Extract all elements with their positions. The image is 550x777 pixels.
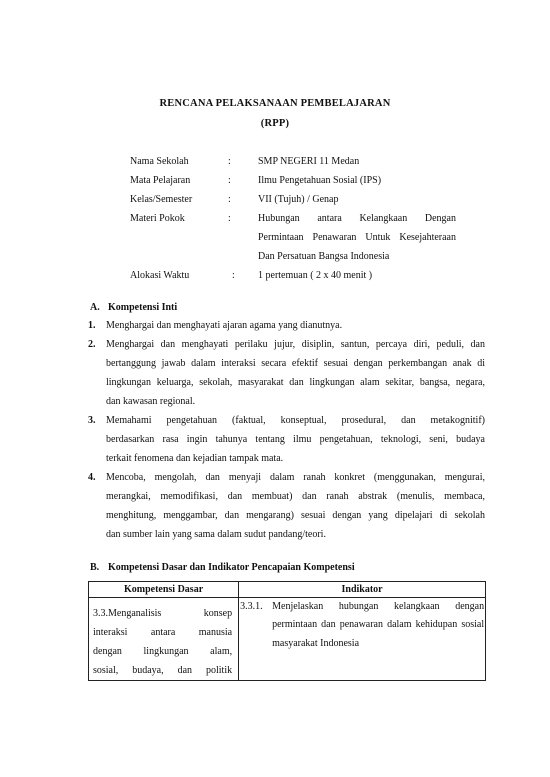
cell-line: sosial, budaya, dan politik <box>93 665 233 676</box>
list-text <box>106 335 485 411</box>
document-title: RENCANA PELAKSANAAN PEMBELAJARAN <box>159 98 391 109</box>
list-line: berdasarkan rasa ingin tahunya tentang ilmu pengetahuan, teknologi, seni, budaya <box>106 434 485 445</box>
info-value-line: Permintaan Penawaran Untuk Kesejahteraan <box>258 232 456 243</box>
indicator-item <box>239 598 485 653</box>
section-letter: B. <box>90 562 100 573</box>
document-subtitle: (RPP) <box>260 118 290 129</box>
indicator-text <box>272 598 484 653</box>
indicator-line: Menjelaskan hubungan kelangkaan dengan <box>272 601 485 612</box>
info-row-time <box>130 266 460 285</box>
info-label: Alokasi Waktu <box>130 270 190 281</box>
core-competence-list <box>88 316 485 544</box>
info-row-topic <box>130 209 460 266</box>
table-row <box>89 598 486 681</box>
indicator-cell <box>239 598 486 681</box>
section-a-heading <box>90 302 177 313</box>
list-number: 2. <box>88 339 96 350</box>
list-item <box>88 316 485 335</box>
info-value <box>258 152 456 171</box>
cell-line: interaksi antara manusia <box>93 627 233 638</box>
indicator-line: masyarakat Indonesia <box>272 638 360 649</box>
list-number: 1. <box>88 320 96 331</box>
list-text <box>106 316 485 335</box>
info-value <box>258 190 456 209</box>
table-header: Kompetensi Dasar <box>89 582 239 598</box>
list-line: lingkungan keluarga, sekolah, masyarakat dan lingkungan alam sekitar, bangsa, negara, <box>106 377 485 388</box>
list-line: Menghargai dan menghayati perilaku jujur, disiplin, santun, percaya diri, peduli, dan <box>106 339 485 350</box>
indicator-line: permintaan dan penawaran dalam kehidupan sosial <box>272 619 485 630</box>
basic-competence-cell <box>89 598 239 681</box>
info-value-line: SMP NEGERI 11 Medan <box>258 156 360 167</box>
list-item <box>88 411 485 468</box>
identity-table <box>130 152 460 285</box>
list-text <box>106 468 485 544</box>
info-row-class <box>130 190 460 209</box>
list-line: dan sumber lain yang sama dalam sudut pandang/teori. <box>106 529 326 540</box>
info-colon: : <box>232 270 235 281</box>
section-title: Kompetensi Dasar dan Indikator Pencapaian Kompetensi <box>108 562 355 573</box>
list-number: 3. <box>88 415 96 426</box>
info-value-line: Dan Persatuan Bangsa Indonesia <box>258 251 390 262</box>
info-row-school <box>130 152 460 171</box>
section-b-heading <box>90 562 355 573</box>
info-colon: : <box>228 213 231 224</box>
table-header: Indikator <box>239 582 486 598</box>
info-colon: : <box>228 194 231 205</box>
table-header-row <box>89 582 486 598</box>
info-row-subject <box>130 171 460 190</box>
list-line: dan kawasan regional. <box>106 396 196 407</box>
competence-table <box>88 581 486 681</box>
cell-line: 3.3.Menganalisis konsep <box>93 608 233 619</box>
info-label: Nama Sekolah <box>130 156 189 167</box>
info-value-line: Hubungan antara Kelangkaan Dengan <box>258 213 456 224</box>
indicator-number: 3.3.1. <box>240 601 263 612</box>
cell-line: dengan lingkungan alam, <box>93 646 233 657</box>
list-line: menghitung, menggambar, dan mengarang) sesuai dengan yang dipelajari di sekolah <box>106 510 485 521</box>
list-line: terkait fenomena dan kejadian tampak mata. <box>106 453 284 464</box>
list-item <box>88 468 485 544</box>
list-text <box>106 411 485 468</box>
info-label: Materi Pokok <box>130 213 185 224</box>
info-value <box>258 266 456 285</box>
list-line: Mencoba, mengolah, dan menyaji dalam ranah konkret (menggunakan, mengurai, <box>106 472 485 483</box>
info-value <box>258 171 456 190</box>
list-number: 4. <box>88 472 96 483</box>
list-item <box>88 335 485 411</box>
section-letter: A. <box>90 302 100 313</box>
list-line: Menghargai dan menghayati ajaran agama yang dianutnya. <box>106 320 343 331</box>
section-title: Kompetensi Inti <box>108 302 178 313</box>
info-value-line: 1 pertemuan ( 2 x 40 menit ) <box>258 270 373 281</box>
info-colon: : <box>228 175 231 186</box>
list-line: bertanggung jawab dalam interaksi secara efektif sesuai dengan perkembangan anak di <box>106 358 485 369</box>
info-label: Kelas/Semester <box>130 194 193 205</box>
list-line: merangkai, memodifikasi, dan membuat) dan ranah abstrak (menulis, membaca, <box>106 491 485 502</box>
info-value-line: VII (Tujuh) / Genap <box>258 194 339 205</box>
info-value <box>258 209 456 266</box>
info-value-line: Ilmu Pengetahuan Sosial (IPS) <box>258 175 382 186</box>
info-colon: : <box>228 156 231 167</box>
info-label: Mata Pelajaran <box>130 175 191 186</box>
list-line: Memahami pengetahuan (faktual, konseptual, prosedural, dan metakognitif) <box>106 415 485 426</box>
